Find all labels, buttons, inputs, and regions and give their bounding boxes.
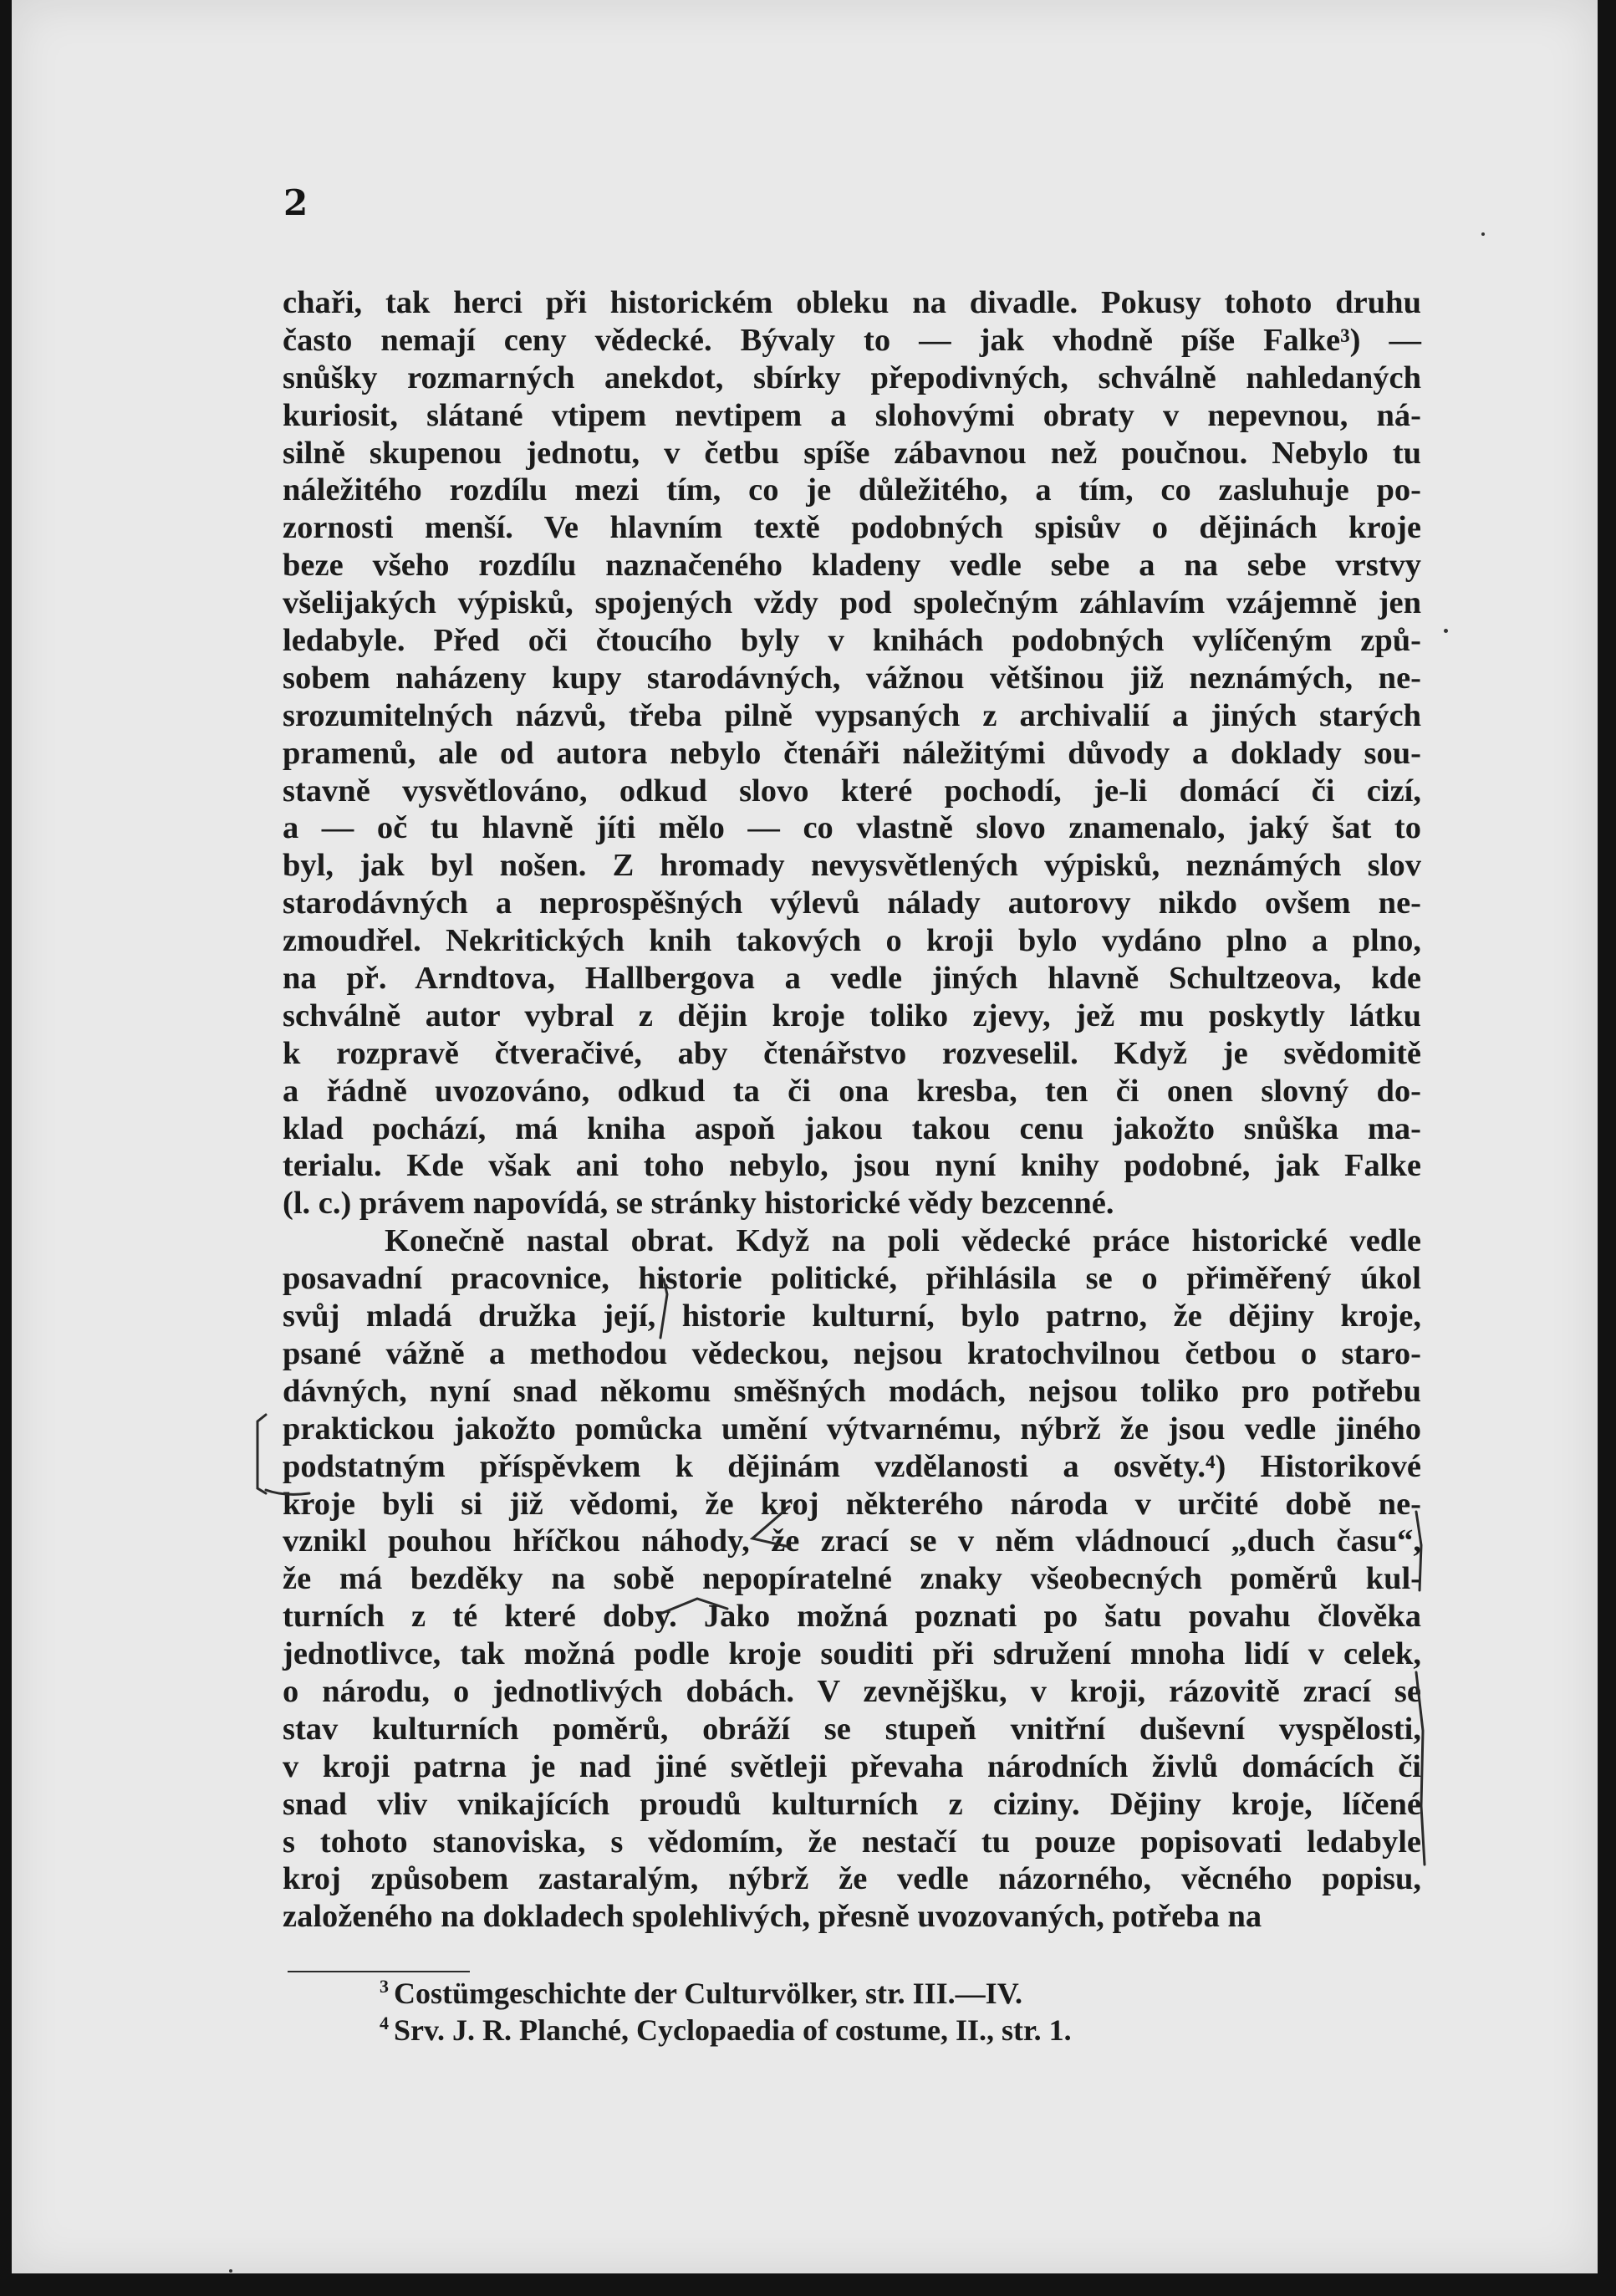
text-line: náležitého rozdílu mezi tím, co je důležitého, a tím, co zasluhuje po- xyxy=(283,472,1421,508)
text-line: schválně autor vybral z dějin kroje toliko zjevy, jež mu poskytly látku xyxy=(283,997,1421,1033)
text-line: na př. Arndtova, Hallbergova a vedle jiných hlavně Schultzeova, kde xyxy=(283,961,1421,997)
text-line: o národu, o jednotlivých dobách. V zevnějšku, v kroji, rázovitě zrací se xyxy=(283,1673,1421,1709)
text-line: Konečně nastal obrat. Když na poli vědecké práce historické vedle xyxy=(385,1223,1421,1259)
text-line: často nemají ceny vědecké. Bývaly to — jak vhodně píše Falke³) — xyxy=(283,322,1421,358)
text-line: chaři, tak herci při historickém obleku na divadle. Pokusy tohoto druhu xyxy=(283,285,1421,320)
footnote-mark: 4 xyxy=(380,2013,389,2033)
text-line: psané vážně a methodou vědeckou, nejsou kratochvilnou četbou o staro- xyxy=(283,1335,1421,1371)
body-text xyxy=(283,284,1421,1936)
text-line: k rozpravě čtveračivé, aby čtenářstvo rozveselil. Když je svědomitě xyxy=(283,1035,1421,1071)
text-line: kroj způsobem zastaralým, nýbrž že vedle názorného, věcného popisu, xyxy=(283,1861,1421,1897)
scan-speck xyxy=(1444,629,1448,633)
text-line: zmoudřel. Nekritických knih takových o kroji bylo vydáno plno a plno, xyxy=(283,923,1421,959)
text-line: snad vliv vnikajících proudů kulturních z ciziny. Dějiny kroje, líčené xyxy=(283,1786,1421,1822)
text-line: svůj mladá družka její, historie kulturní, bylo patrno, že dějiny kroje, xyxy=(283,1299,1421,1334)
text-line: silně skupenou jednotu, v četbu spíše zábavnou než poučnou. Nebylo tu xyxy=(283,435,1421,471)
text-line: turních z té které doby. Jako možná poznati po šatu povahu člověka xyxy=(283,1599,1421,1635)
text-line: podstatným příspěvkem k dějinám vzdělanosti a osvěty.⁴) Historikové xyxy=(283,1448,1421,1484)
text-line: kuriosit, slátané vtipem nevtipem a slohovými obraty v nepevnou, ná- xyxy=(283,397,1421,433)
text-line: v kroji patrna je nad jiné světleji převaha národních živlů domácích či xyxy=(283,1748,1421,1784)
footnote-rule xyxy=(288,1971,470,1972)
text-line: pramenů, ale od autora nebylo čtenáři náležitými důvody a doklady sou- xyxy=(283,735,1421,771)
text-line: s tohoto stanoviska, s vědomím, že nestačí tu pouze popisovati ledabyle xyxy=(283,1824,1421,1860)
text-line: snůšky rozmarných anekdot, sbírky přepodivných, schválně nahledaných xyxy=(283,360,1421,395)
footnotes xyxy=(380,1975,1216,2049)
text-line: posavadní pracovnice, historie politické, přihlásila se o přiměřený úkol xyxy=(283,1261,1421,1297)
text-line: že má bezděky na sobě nepopíratelné znaky všeobecných poměrů kul- xyxy=(283,1561,1421,1597)
footnote-mark: 3 xyxy=(380,1976,389,1997)
scan-speck xyxy=(229,2269,232,2273)
text-line: terialu. Kde však ani toho nebylo, jsou nyní knihy podobné, jak Falke xyxy=(283,1148,1421,1184)
text-line: dávných, nyní snad někomu směšných modách, nejsou toliko pro potřebu xyxy=(283,1373,1421,1409)
footnote xyxy=(380,2012,1216,2049)
text-line: starodávných a neprospěšných výlevů nálady autorovy nikdo ovšem ne- xyxy=(283,885,1421,921)
text-line: stavně vysvětlováno, odkud slovo které pochodí, je-li domácí či cizí, xyxy=(283,773,1421,809)
text-line: všelijakých výpisků, spojených vždy pod společným záhlavím vzájemně jen xyxy=(283,585,1421,621)
text-line: vznikl pouhou hříčkou náhody, že zrací se v něm vládnoucí „duch času“, xyxy=(283,1523,1421,1559)
page-number: 2 xyxy=(283,182,308,223)
footnote-text: Costümgeschichte der Culturvölker, str. III.—IV. xyxy=(394,1977,1023,2010)
paragraph xyxy=(283,284,1421,1222)
text-line: sobem naházeny kupy starodávných, vážnou většinou již neznámých, ne- xyxy=(283,660,1421,696)
footnote-text: Srv. J. R. Planché, Cyclopaedia of costume, II., str. 1. xyxy=(394,2013,1072,2047)
text-line: kroje byli si již vědomi, že kroj některého národa v určité době ne- xyxy=(283,1486,1421,1522)
text-line: založeného na dokladech spolehlivých, přesně uvozovaných, potřeba na xyxy=(283,1899,1262,1935)
text-line: praktickou jakožto pomůcka umění výtvarnému, nýbrž že jsou vedle jiného xyxy=(283,1411,1421,1446)
text-line: (l. c.) právem napovídá, se stránky historické vědy bezcenné. xyxy=(283,1186,1114,1222)
text-line: beze všeho rozdílu naznačeného kladeny vedle sebe a na sebe vrstvy xyxy=(283,548,1421,584)
text-line: ledabyle. Před oči čtoucího byly v knihách podobných vylíčeným způ- xyxy=(283,623,1421,659)
scan-speck xyxy=(1481,232,1485,236)
text-line: zornosti menší. Ve hlavním textě podobných spisův o dějinách kroje xyxy=(283,510,1421,546)
footnote xyxy=(380,1975,1216,2012)
text-line: srozumitelných názvů, třeba pilně vypsaných z archivalií a jiných starých xyxy=(283,697,1421,733)
text-line: a řádně uvozováno, odkud ta či ona kresba, ten či onen slovný do- xyxy=(283,1073,1421,1109)
text-line: byl, jak byl nošen. Z hromady nevysvětlených výpisků, neznámých slov xyxy=(283,848,1421,884)
text-line: klad pochází, má kniha aspoň jakou takou cenu jakožto snůška ma- xyxy=(283,1110,1421,1146)
text-line: jednotlivce, tak možná podle kroje souditi při sdružení mnoha lidí v celek, xyxy=(283,1636,1421,1672)
book-page xyxy=(12,0,1598,2273)
paragraph xyxy=(283,1222,1421,1936)
text-line: stav kulturních poměrů, obráží se stupeň vnitřní duševní vyspělosti, xyxy=(283,1711,1421,1747)
text-line: a — oč tu hlavně jíti mělo — co vlastně slovo znamenalo, jaký šat to xyxy=(283,810,1421,846)
